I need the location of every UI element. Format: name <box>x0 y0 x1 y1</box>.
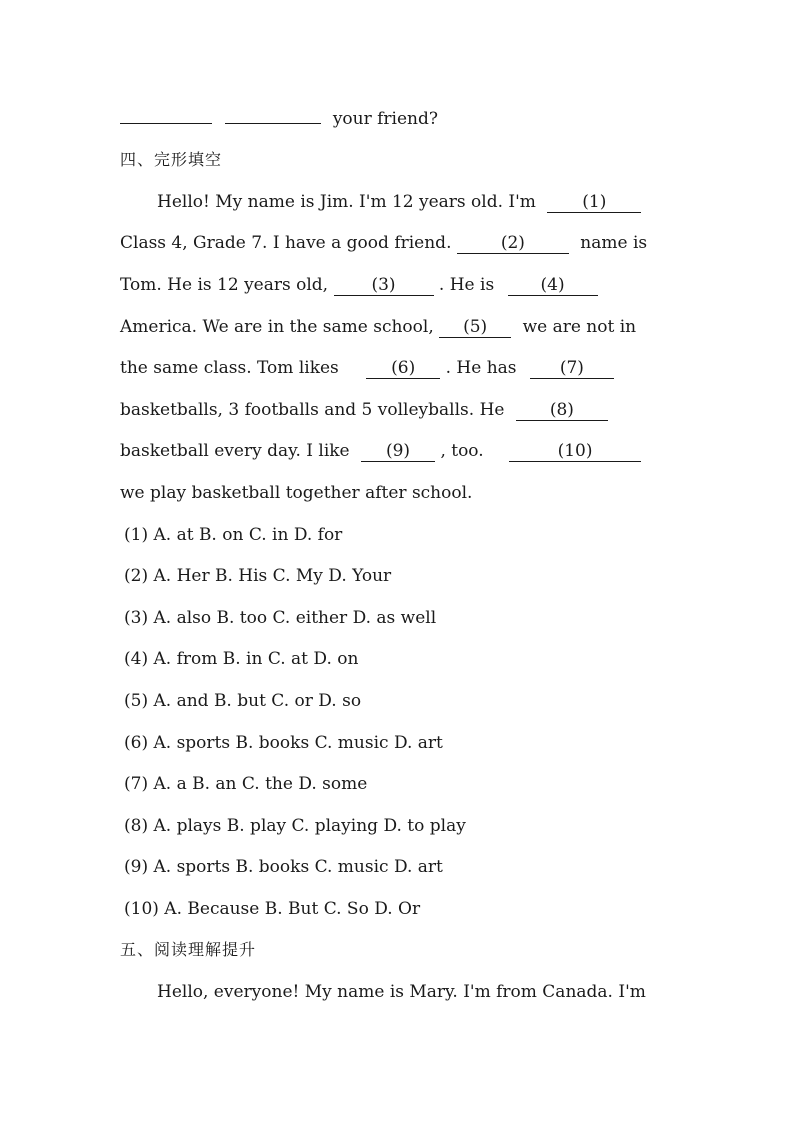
option-line: (7) A. a B. an C. the D. some <box>124 774 368 794</box>
passage-line <box>120 355 680 381</box>
cloze-blank-10[interactable]: (10) <box>509 441 641 462</box>
cloze-blank-6[interactable]: (6) <box>366 358 440 379</box>
question-text: your friend? <box>332 109 438 129</box>
passage-text: Class 4, Grade 7. I have a good friend. <box>120 233 452 253</box>
passage-text: Tom. He is 12 years old, <box>120 275 329 295</box>
passage-line <box>120 397 680 423</box>
passage-text: America. We are in the same school, <box>120 317 434 337</box>
option-line: (5) A. and B. but C. or D. so <box>124 691 362 711</box>
option-line: (8) A. plays B. play C. playing D. to play <box>124 816 466 836</box>
question-line <box>120 106 680 132</box>
option-line: (3) A. also B. too C. either D. as well <box>124 608 437 628</box>
passage-text: Hello! My name is Jim. I'm 12 years old. I'm <box>157 192 536 212</box>
answer-blank[interactable] <box>225 123 321 124</box>
cloze-blank-7[interactable]: (7) <box>530 358 614 379</box>
cloze-blank-5[interactable]: (5) <box>439 317 511 338</box>
option-line: (6) A. sports B. books C. music D. art <box>124 733 443 753</box>
option-line: (1) A. at B. on C. in D. for <box>124 525 343 545</box>
passage-line <box>157 189 680 215</box>
passage-text: . He has <box>445 358 517 378</box>
passage-line <box>120 314 680 340</box>
option-line: (4) A. from B. in C. at D. on <box>124 649 359 669</box>
cloze-blank-4[interactable]: (4) <box>508 275 598 296</box>
passage-text: , too. <box>440 441 484 461</box>
option-line: (2) A. Her B. His C. My D. Your <box>124 566 392 586</box>
answer-blank[interactable] <box>120 123 212 124</box>
passage-text: we play basketball together after school. <box>120 483 473 503</box>
passage-text: Hello, everyone! My name is Mary. I'm from Canada. I'm <box>157 982 646 1002</box>
option-line: (9) A. sports B. books C. music D. art <box>124 857 443 877</box>
passage-text: name is <box>580 233 648 253</box>
cloze-blank-3[interactable]: (3) <box>334 275 434 296</box>
passage-text: we are not in <box>522 317 637 337</box>
passage-line <box>120 480 680 506</box>
passage-text: . He is <box>438 275 495 295</box>
cloze-blank-9[interactable]: (9) <box>361 441 435 462</box>
cloze-blank-2[interactable]: (2) <box>457 233 569 254</box>
passage-line <box>120 230 680 256</box>
passage-line <box>120 438 680 464</box>
section-heading-cloze: 四、完形填空 <box>120 150 223 169</box>
passage-text: the same class. Tom likes <box>120 358 339 378</box>
section-heading-reading: 五、阅读理解提升 <box>120 940 257 959</box>
option-line: (10) A. Because B. But C. So D. Or <box>124 899 421 919</box>
cloze-blank-8[interactable]: (8) <box>516 400 608 421</box>
passage-line <box>120 272 680 298</box>
passage-line <box>157 979 680 1005</box>
cloze-blank-1[interactable]: (1) <box>547 192 641 213</box>
passage-text: basketball every day. I like <box>120 441 350 461</box>
passage-text: basketballs, 3 footballs and 5 volleyballs. He <box>120 400 505 420</box>
